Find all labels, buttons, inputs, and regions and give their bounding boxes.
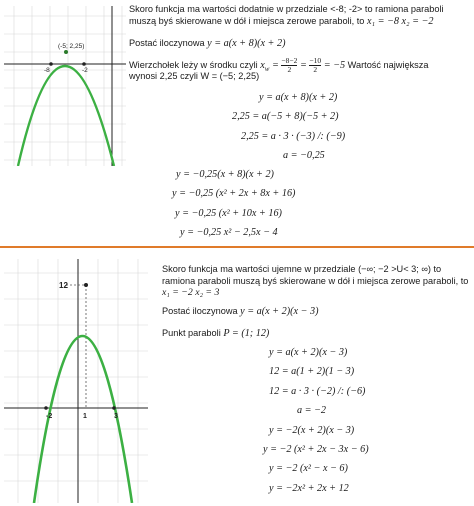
factored-row-1	[129, 38, 285, 50]
vertex-frac-2: $\frac{-10}{2}$	[309, 56, 322, 74]
step-1-0: y = a(x + 8)(x + 2)	[259, 92, 338, 103]
vertex-xw-1: $x_w$ =	[260, 59, 279, 73]
point-formula-2: P = (1; 12)	[223, 328, 270, 339]
vertex-line-1: Wierzchołek leży w środku czyli $x_w$ = $\frac{-8-2}{2}$ = $\frac{-10}{2}$ = −5 Wartość największa	[129, 56, 429, 74]
vertex-line-2: wynosi 2,25 czyli W = (−5; 2,25)	[129, 71, 260, 81]
step-2-3: a = −2	[297, 405, 327, 416]
vertex-row-1	[129, 57, 474, 83]
step-2-2: 12 = a · 3 · (−2) /: (−6)	[269, 386, 366, 397]
step-1-7: y = −0,25 x² − 2,5x − 4	[180, 227, 278, 238]
point-label-2: Punkt paraboli	[162, 328, 221, 338]
tick-label-one-2: 1	[83, 413, 87, 420]
factored-label-2: Postać iloczynowa	[162, 306, 238, 316]
intro-line-1b	[129, 16, 434, 28]
intro-line-2c: x₁ = −2 x₂ = 3	[162, 287, 220, 298]
factored-formula-2: y = a(x + 2)(x − 3)	[240, 306, 319, 317]
vertex-point-2	[84, 283, 88, 287]
step-1-4: y = −0,25(x + 8)(x + 2)	[176, 169, 274, 180]
parabola-graph-2	[4, 259, 148, 503]
factored-formula-1: y = a(x + 8)(x + 2)	[207, 38, 286, 49]
vertex-frac-1: $\frac{-8-2}{2}$	[281, 56, 298, 74]
step-2-4: y = −2(x + 2)(x − 3)	[269, 425, 355, 436]
vertex-result-1: = −5	[323, 59, 346, 71]
factored-label-1: Postać iloczynowa	[129, 38, 205, 48]
intro-line-2b: ramiona paraboli muszą byś skierowane w dół i miejsca zerowe paraboli, to	[162, 275, 469, 286]
intro-line-2a: Skoro funkcja ma wartości ujemne w przedziale (−∞; −2 >U< 3; ∞) to	[162, 264, 442, 274]
root-label-right-2: 3	[114, 413, 118, 420]
step-1-6: y = −0,25 (x² + 10x + 16)	[175, 208, 282, 219]
parabola-curve-1	[18, 66, 114, 166]
root-label-left-1: -8	[44, 67, 50, 74]
root-point-left-2	[44, 406, 48, 410]
vertex-max-text-1: Wartość największa	[347, 59, 429, 70]
step-2-1: 12 = a(1 + 2)(1 − 3)	[269, 366, 355, 377]
root-label-right-1: -2	[82, 67, 88, 74]
point-row-2	[162, 328, 269, 340]
factored-row-2	[162, 306, 318, 318]
vertex-label-1: (-5; 2,25)	[58, 43, 85, 50]
parabola-graph-1	[4, 6, 126, 166]
vertex-label-2: 12	[59, 281, 68, 290]
root-point-right-1	[82, 62, 86, 66]
step-1-3: a = −0,25	[283, 150, 325, 161]
intro-roots-1: x₁ = −8 x₂ = −2	[366, 15, 434, 27]
root-point-right-2	[112, 406, 116, 410]
vertex-text-1: Wierzchołek leży w środku czyli	[129, 59, 258, 70]
section-separator	[0, 246, 474, 248]
intro-line-1b-text: muszą byś skierowane w dół i miejsca zerowe paraboli, to	[129, 15, 365, 26]
step-1-1: 2,25 = a(−5 + 8)(−5 + 2)	[232, 111, 339, 122]
root-label-left-2: -2	[46, 413, 53, 420]
solution-section-1	[0, 0, 474, 247]
step-2-7: y = −2x² + 2x + 12	[269, 483, 349, 494]
step-2-0: y = a(x + 2)(x − 3)	[269, 347, 348, 358]
root-point-left-1	[49, 62, 53, 66]
solution-section-2	[0, 249, 474, 506]
intro-line-1a: Skoro funkcja ma wartości dodatnie w przedziale <-8; -2> to ramiona paraboli	[129, 4, 444, 14]
step-1-2: 2,25 = a · 3 · (−3) /: (−9)	[241, 131, 346, 142]
vertex-point-1	[64, 50, 68, 54]
step-1-5: y = −0,25 (x² + 2x + 8x + 16)	[172, 188, 296, 199]
step-2-5: y = −2 (x² + 2x − 3x − 6)	[263, 444, 369, 455]
step-2-6: y = −2 (x² − x − 6)	[269, 463, 348, 474]
